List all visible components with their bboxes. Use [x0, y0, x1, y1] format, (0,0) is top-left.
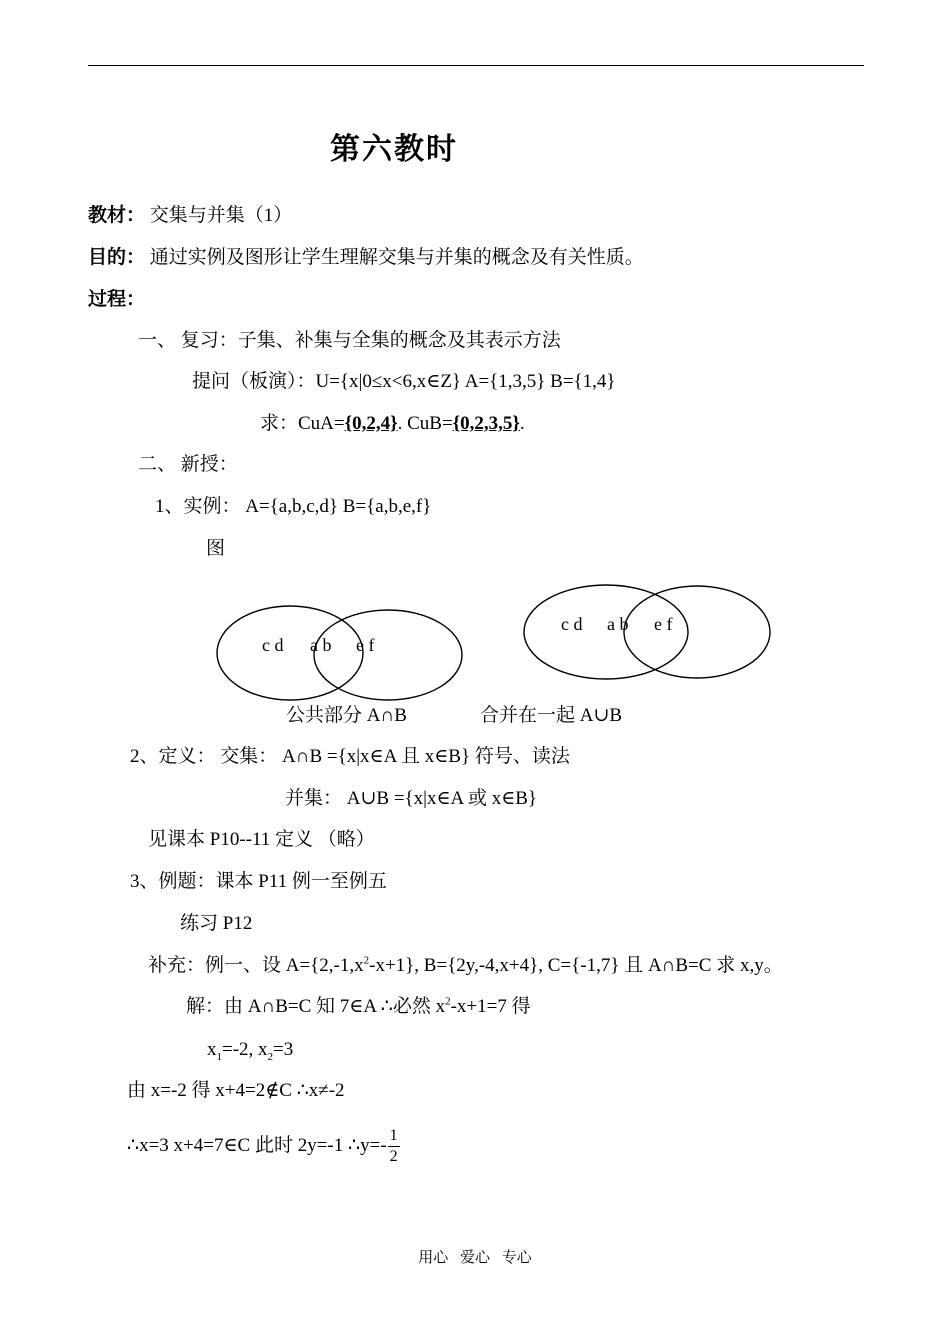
common-label: a b: [310, 635, 332, 655]
ask-mid: . CuB=: [397, 413, 453, 434]
example1-line: 1、实例： A={a,b,c,d} B={a,b,e,f}: [155, 496, 432, 517]
solution-line-4: [127, 1126, 400, 1167]
venn-union: [524, 585, 770, 679]
solution-line-1: [186, 995, 531, 1019]
definition-intersection: 2、定义： 交集： A∩B ={x|x∈A 且 x∈B} 符号、读法: [130, 746, 570, 767]
ask-prefix: 求：CuA=: [260, 413, 345, 434]
definition-union: 并集： A∪B ={x|x∈A 或 x∈B}: [285, 788, 538, 809]
root-sub-1: 1: [216, 1050, 222, 1063]
material-label: 教材：: [88, 205, 146, 226]
page-footer: [0, 1246, 950, 1267]
solution-exponent: 2: [445, 995, 451, 1008]
supplement-prefix: 补充：例一、设 A={2,-1,x: [148, 955, 364, 976]
fraction: [388, 1126, 400, 1167]
fraction-numerator: 1: [388, 1126, 400, 1147]
a-only-label: c d: [262, 635, 284, 655]
root-val-2: =3: [273, 1039, 294, 1060]
process-label: 过程：: [88, 289, 146, 310]
review-heading: 一、 复习：子集、补集与全集的概念及其表示方法: [138, 330, 561, 351]
b-only-label: e f: [654, 614, 673, 634]
solution-line-4-text: ∴x=3 x+4=7∈C 此时 2y=-1 ∴y=-: [127, 1134, 387, 1156]
supplement-line: [148, 954, 783, 978]
figure-label: 图: [206, 538, 226, 559]
root-sub-2: 2: [267, 1050, 274, 1063]
new-heading: 二、 新授：: [138, 454, 238, 475]
review-question: 提问（板演）：U={x|0≤x<6,x∈Z} A={1,3,5} B={1,4}: [192, 371, 616, 392]
textbook-reference: 见课本 P10--11 定义 （略）: [148, 829, 375, 850]
root-var: x: [207, 1039, 217, 1060]
page-title: 第六教时: [330, 132, 458, 167]
fraction-denominator: 2: [389, 1148, 398, 1165]
intersection-caption: 公共部分 A∩B: [286, 705, 407, 726]
set-b-circle: [314, 610, 462, 700]
solution-suffix: -x+1=7 得: [450, 996, 531, 1017]
footer-a: 用心: [418, 1250, 449, 1266]
a-only-label: c d: [561, 614, 583, 634]
supplement-suffix: -x+1}, B={2y,-4,x+4}, C={-1,7} 且 A∩B=C 求 x,y。: [369, 955, 783, 976]
purpose-label: 目的：: [88, 247, 146, 268]
solution-roots: [207, 1038, 293, 1062]
set-b-circle: [624, 586, 770, 678]
cub-answer: {0,2,3,5}: [452, 413, 520, 434]
union-caption: 合并在一起 A∪B: [480, 705, 623, 726]
practice-line: 练习 P12: [180, 913, 253, 934]
solution-line-3: 由 x=-2 得 x+4=2∉C ∴x≠-2: [127, 1080, 345, 1101]
b-only-label: e f: [356, 635, 375, 655]
solution-prefix: 解：由 A∩B=C 知 7∈A ∴必然 x: [186, 996, 446, 1017]
cua-answer: {0,2,4}: [344, 413, 398, 434]
supplement-exponent: 2: [363, 954, 370, 967]
purpose-text: 通过实例及图形让学生理解交集与并集的概念及有关性质。: [149, 247, 644, 268]
venn-intersection: [217, 606, 462, 700]
material-text: 交集与并集（1）: [149, 205, 293, 226]
footer-b: 爱心: [459, 1250, 490, 1266]
root-val-1: =-2, x: [222, 1039, 268, 1060]
examples-line: 3、例题：课本 P11 例一至例五: [130, 871, 387, 892]
footer-c: 专心: [501, 1250, 532, 1266]
ask-end: .: [519, 413, 525, 434]
common-label: a b: [607, 614, 629, 634]
